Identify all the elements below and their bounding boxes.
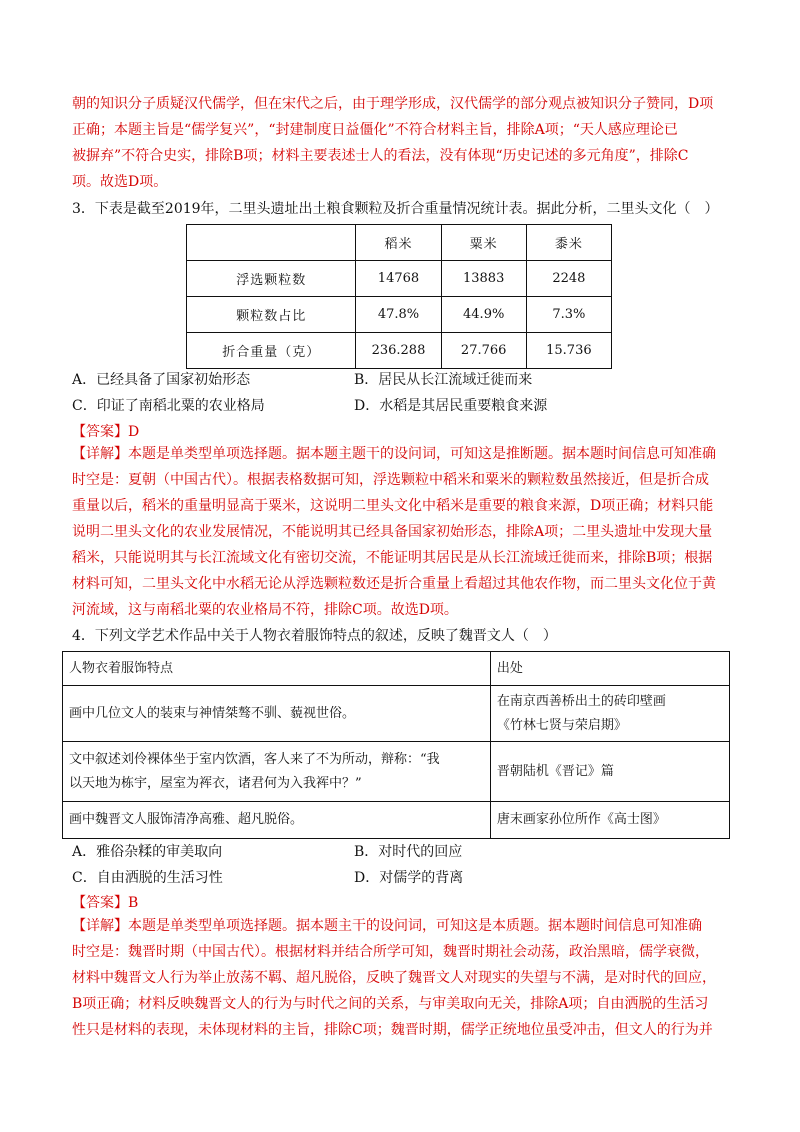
table-cell: 画中几位文人的装束与神情桀骜不驯、藐视世俗。	[63, 686, 491, 742]
feature-line: 以天地为栋宇，屋室为裈衣，诸君何为入我裈中？”	[69, 775, 362, 791]
text-line: 项。故选D项。	[72, 174, 168, 190]
table-cell: 2248	[526, 261, 611, 297]
text-line: B项正确；材料反映魏晋文人的行为与时代之间的关系，与审美取向无关，排除A项；自由洒脱的生活习	[72, 996, 709, 1012]
text-line: 材料中魏晋文人行为举止放荡不羁、超凡脱俗，反映了魏晋文人对现实的失望与不满，是对时代的回应，	[72, 970, 716, 986]
table-row	[187, 261, 612, 297]
table-header-cell: 稻米	[356, 225, 441, 261]
table-cell: 折合重量（克）	[187, 333, 356, 369]
option-a: A．已经具备了国家初始形态	[72, 372, 251, 388]
text-line: 时空是：夏朝（中国古代）。根据表格数据可知，浮选颗粒中稻米和粟米的颗粒数虽然接近，但是折合成	[72, 472, 709, 488]
table-header-cell	[187, 225, 356, 261]
detail-label: 【详解】	[72, 918, 128, 934]
table-cell: 15.736	[526, 333, 611, 369]
text-line: 河流域，这与南稻北粟的农业格局不符，排除C项。故选D项。	[72, 602, 458, 618]
answer-label: 【答案】B	[72, 895, 139, 911]
text-line: 时空是：魏晋时期（中国古代）。根据材料并结合所学可知，魏晋时期社会动荡，政治黑暗，儒学衰微，	[72, 944, 709, 960]
table-row	[187, 297, 612, 333]
table-cell	[490, 686, 729, 742]
table-cell: 晋朝陆机《晋记》篇	[490, 742, 729, 802]
option-d: D．对儒学的背离	[354, 870, 464, 886]
table-header-cell: 粟米	[441, 225, 526, 261]
table-header-cell: 黍米	[526, 225, 611, 261]
table-cell	[63, 742, 491, 802]
question-3-stem: 3．下表是截至2019年，二里头遗址出土粮食颗粒及折合重量情况统计表。据此分析，二里头文化（ ）	[72, 201, 719, 217]
table-row	[63, 742, 730, 802]
table-cell: 7.3%	[526, 297, 611, 333]
table-cell: 236.288	[356, 333, 441, 369]
detail-label: 【详解】	[72, 446, 128, 462]
table-cell: 13883	[441, 261, 526, 297]
question-4-explanation	[72, 913, 732, 1043]
table-header-cell: 人物衣着服饰特点	[63, 652, 491, 686]
answer-label: 【答案】D	[72, 424, 140, 440]
text-line: 本题是单类型单项选择题。据本题主干的设问词，可知这是本质题。据本题时间信息可知准确	[128, 918, 702, 934]
text-line: 正确；本题主旨是“儒学复兴”，“封建制度日益僵化”不符合材料主旨，排除A项；“天人感应理论已	[72, 122, 678, 138]
text-line: 说明二里头文化的农业发展情况，不能说明其已经具备国家初始形态，排除A项；二里头遗址中发现大量	[72, 524, 713, 540]
question-3-explanation	[72, 441, 732, 623]
table-cell: 颗粒数占比	[187, 297, 356, 333]
grain-statistics-table	[186, 224, 612, 369]
option-b: B．对时代的回应	[354, 844, 463, 860]
table-row	[187, 333, 612, 369]
table-cell: 浮选颗粒数	[187, 261, 356, 297]
text-line: 本题是单类型单项选择题。据本题主题干的设问词，可知这是推断题。据本题时间信息可知准确	[128, 446, 716, 462]
table-cell: 14768	[356, 261, 441, 297]
table-cell: 27.766	[441, 333, 526, 369]
feature-line: 文中叙述刘伶裸体坐于室内饮酒，客人来了不为所动，辩称：“我	[69, 751, 440, 767]
source-line: 《竹林七贤与荣启期》	[496, 717, 627, 733]
question-4-stem: 4．下列文学艺术作品中关于人物衣着服饰特点的叙述，反映了魏晋文人（ ）	[72, 628, 557, 644]
table-cell: 画中魏晋文人服饰清净高雅、超凡脱俗。	[63, 802, 491, 839]
table-row	[63, 802, 730, 839]
text-line: 材料可知，二里头文化中水稻无论从浮选颗粒数还是折合重量上看超过其他农作物，而二里头文化位于黄	[72, 576, 716, 592]
table-cell: 44.9%	[441, 297, 526, 333]
text-line: 重量以后，稻米的重量明显高于粟米，这说明二里头文化中稻米是重要的粮食来源，D项正确；材料只能	[72, 498, 714, 514]
table-header-cell: 出处	[490, 652, 729, 686]
table-row	[63, 686, 730, 742]
option-c: C．印证了南稻北粟的农业格局	[72, 398, 265, 414]
clothing-sources-table	[62, 651, 730, 839]
text-line: 性只是材料的表现，未体现材料的主旨，排除C项；魏晋时期，儒学正统地位虽受冲击，但文人的行为并	[72, 1022, 713, 1038]
table-cell: 唐末画家孙位所作《高士图》	[490, 802, 729, 839]
text-line: 稻米，只能说明其与长江流域文化有密切交流，不能证明其居民是从长江流域迁徙而来，排除B项；根据	[72, 550, 713, 566]
source-line: 在南京西善桥出土的砖印壁画	[496, 693, 666, 709]
previous-explanation	[72, 91, 732, 195]
option-d: D．水稻是其居民重要粮食来源	[354, 398, 548, 414]
text-line: 被摒弃”不符合史实，排除B项；材料主要表述士人的看法，没有体现“历史记述的多元角度”，排除C	[72, 148, 689, 164]
option-b: B．居民从长江流域迁徙而来	[354, 372, 533, 388]
text-line: 朝的知识分子质疑汉代儒学，但在宋代之后，由于理学形成，汉代儒学的部分观点被知识分子赞同，D项	[72, 96, 714, 112]
option-c: C．自由洒脱的生活习性	[72, 870, 223, 886]
table-cell: 47.8%	[356, 297, 441, 333]
option-a: A．雅俗杂糅的审美取向	[72, 844, 223, 860]
